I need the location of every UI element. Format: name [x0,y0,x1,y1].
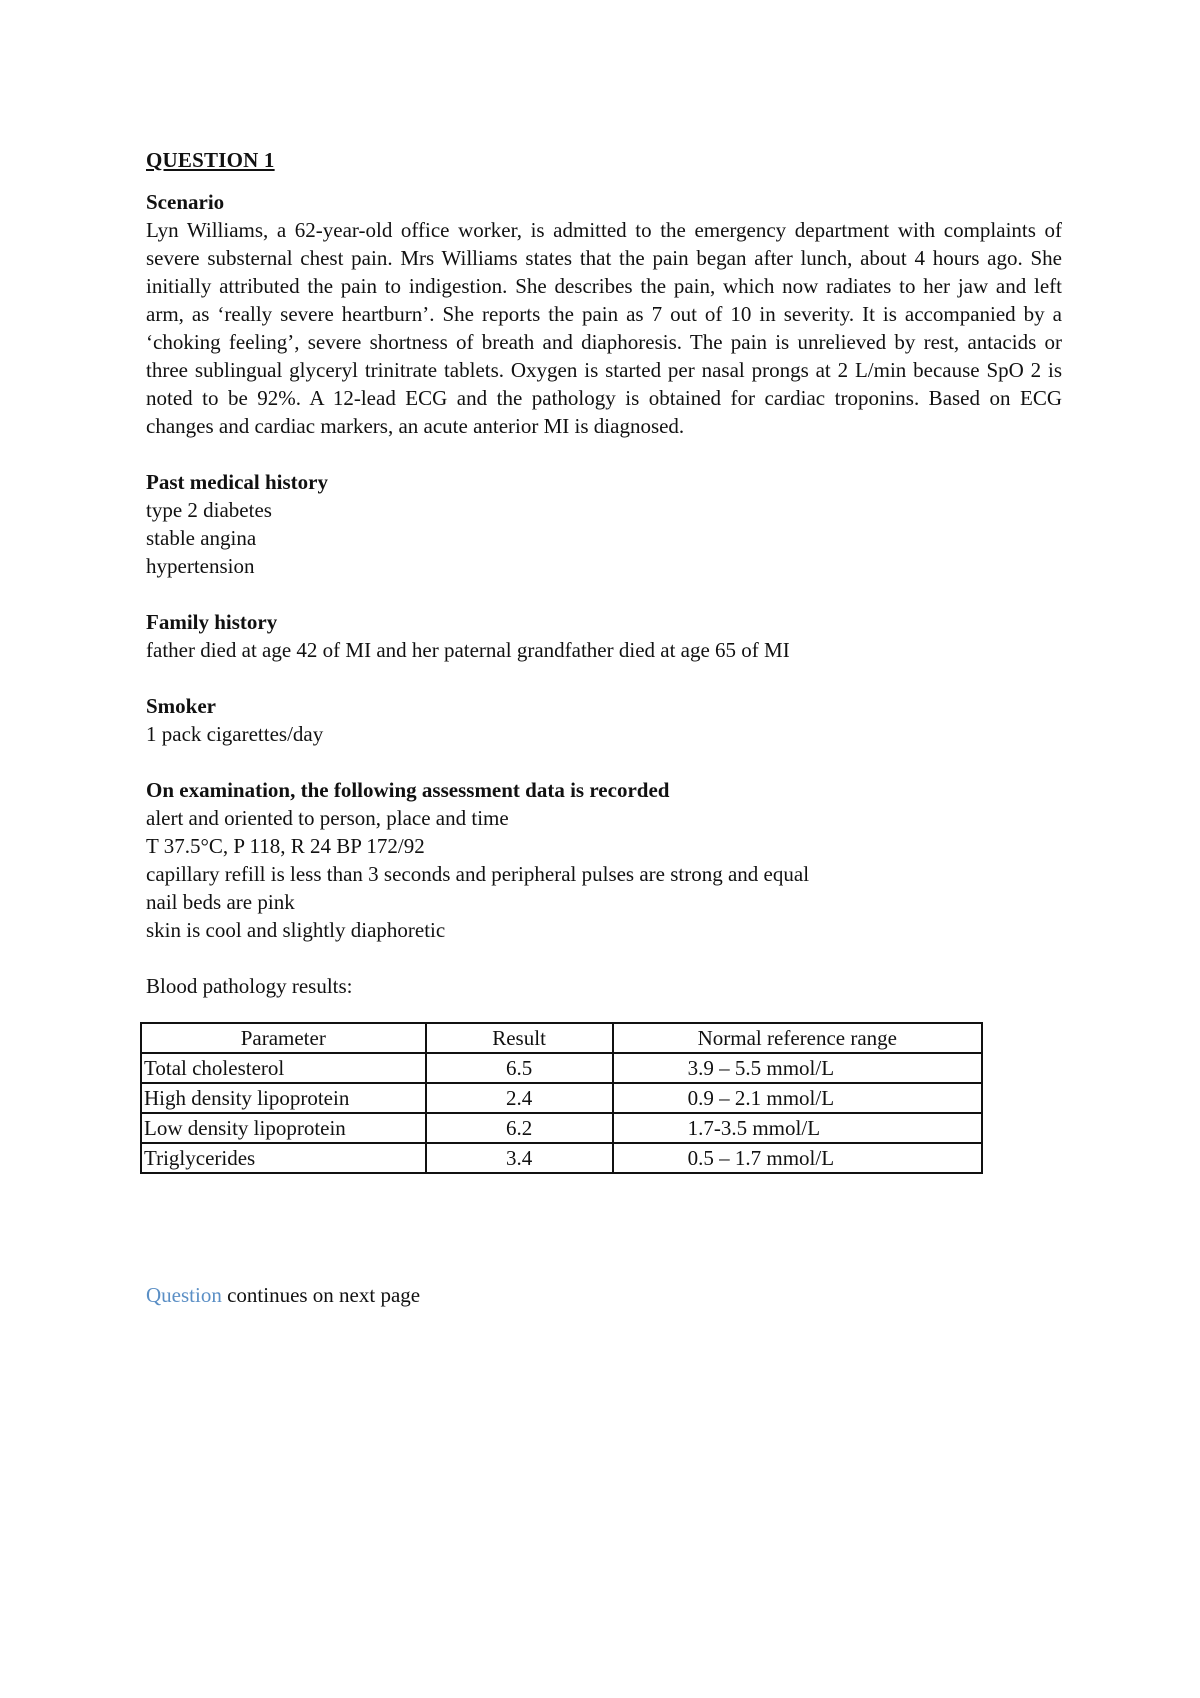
examination-item: alert and oriented to person, place and time [146,806,509,830]
continue-note [146,1281,420,1309]
result-cell: 2.4 [426,1083,613,1113]
question-title: QUESTION 1 [146,148,275,172]
table-row [141,1053,982,1083]
smoker-section [146,692,1062,748]
family-history-text: father died at age 42 of MI and her paternal grandfather died at age 65 of MI [146,638,790,662]
examination-heading: On examination, the following assessment data is recorded [146,778,670,802]
table-row [141,1143,982,1173]
parameter-cell: Low density lipoprotein [141,1113,426,1143]
history-item: stable angina [146,526,257,550]
result-cell: 6.2 [426,1113,613,1143]
scenario-section [146,188,1062,440]
scenario-heading: Scenario [146,190,225,214]
continue-note-text: continues on next page [221,1283,421,1307]
result-cell: 6.5 [426,1053,613,1083]
reference-range-cell: 3.9 – 5.5 mmol/L [613,1053,982,1083]
parameter-cell: High density lipoprotein [141,1083,426,1113]
reference-range-cell: 0.9 – 2.1 mmol/L [613,1083,982,1113]
examination-item: capillary refill is less than 3 seconds and peripheral pulses are strong and equal [146,862,810,886]
reference-range-cell: 1.7-3.5 mmol/L [613,1113,982,1143]
reference-range-cell: 0.5 – 1.7 mmol/L [613,1143,982,1173]
examination-item: nail beds are pink [146,890,295,914]
history-item: type 2 diabetes [146,498,272,522]
document-page [144,146,1062,1307]
column-header-result: Result [426,1023,613,1053]
past-medical-history-section [146,468,1062,580]
question-link[interactable]: Question [146,1283,222,1307]
examination-section [146,776,1062,944]
result-cell: 3.4 [426,1143,613,1173]
table-row [141,1113,982,1143]
smoker-text: 1 pack cigarettes/day [146,722,324,746]
blood-results-table [140,1022,983,1174]
parameter-cell: Triglycerides [141,1143,426,1173]
column-header-reference-range: Normal reference range [613,1023,982,1053]
parameter-cell: Total cholesterol [141,1053,426,1083]
history-item: hypertension [146,554,255,578]
column-header-parameter: Parameter [141,1023,426,1053]
smoker-heading: Smoker [146,694,216,718]
scenario-text: Lyn Williams, a 62-year-old office worker, is admitted to the emergency department with complaints of severe substernal chest pain. Mrs Williams states that the pain began after lunch, about 4 hours ago. She initially attributed the pain to indigestion. She describes the pain, which now radiates to her jaw and left arm, as ‘really severe heartburn’. She reports the pain as 7 out of 10 in severity. It is accompanied by a ‘choking feeling’, severe shortness of breath and diaphoresis. The pain is unrelieved by rest, antacids or three sublingual glyceryl trinitrate tablets. Oxygen is started per nasal prongs at 2 L/min because SpO 2 is noted to be 92%. A 12-lead ECG and the pathology is obtained for cardiac troponins. Based on ECG changes and cardiac markers, an acute anterior MI is diagnosed. [146,218,1062,438]
examination-item: T 37.5°C, P 118, R 24 BP 172/92 [146,834,425,858]
table-header-row [141,1023,982,1053]
family-history-heading: Family history [146,610,278,634]
examination-item: skin is cool and slightly diaphoretic [146,918,446,942]
blood-pathology-label: Blood pathology results: [146,974,353,998]
family-history-section [146,608,1062,664]
past-medical-history-heading: Past medical history [146,470,328,494]
table-row [141,1083,982,1113]
